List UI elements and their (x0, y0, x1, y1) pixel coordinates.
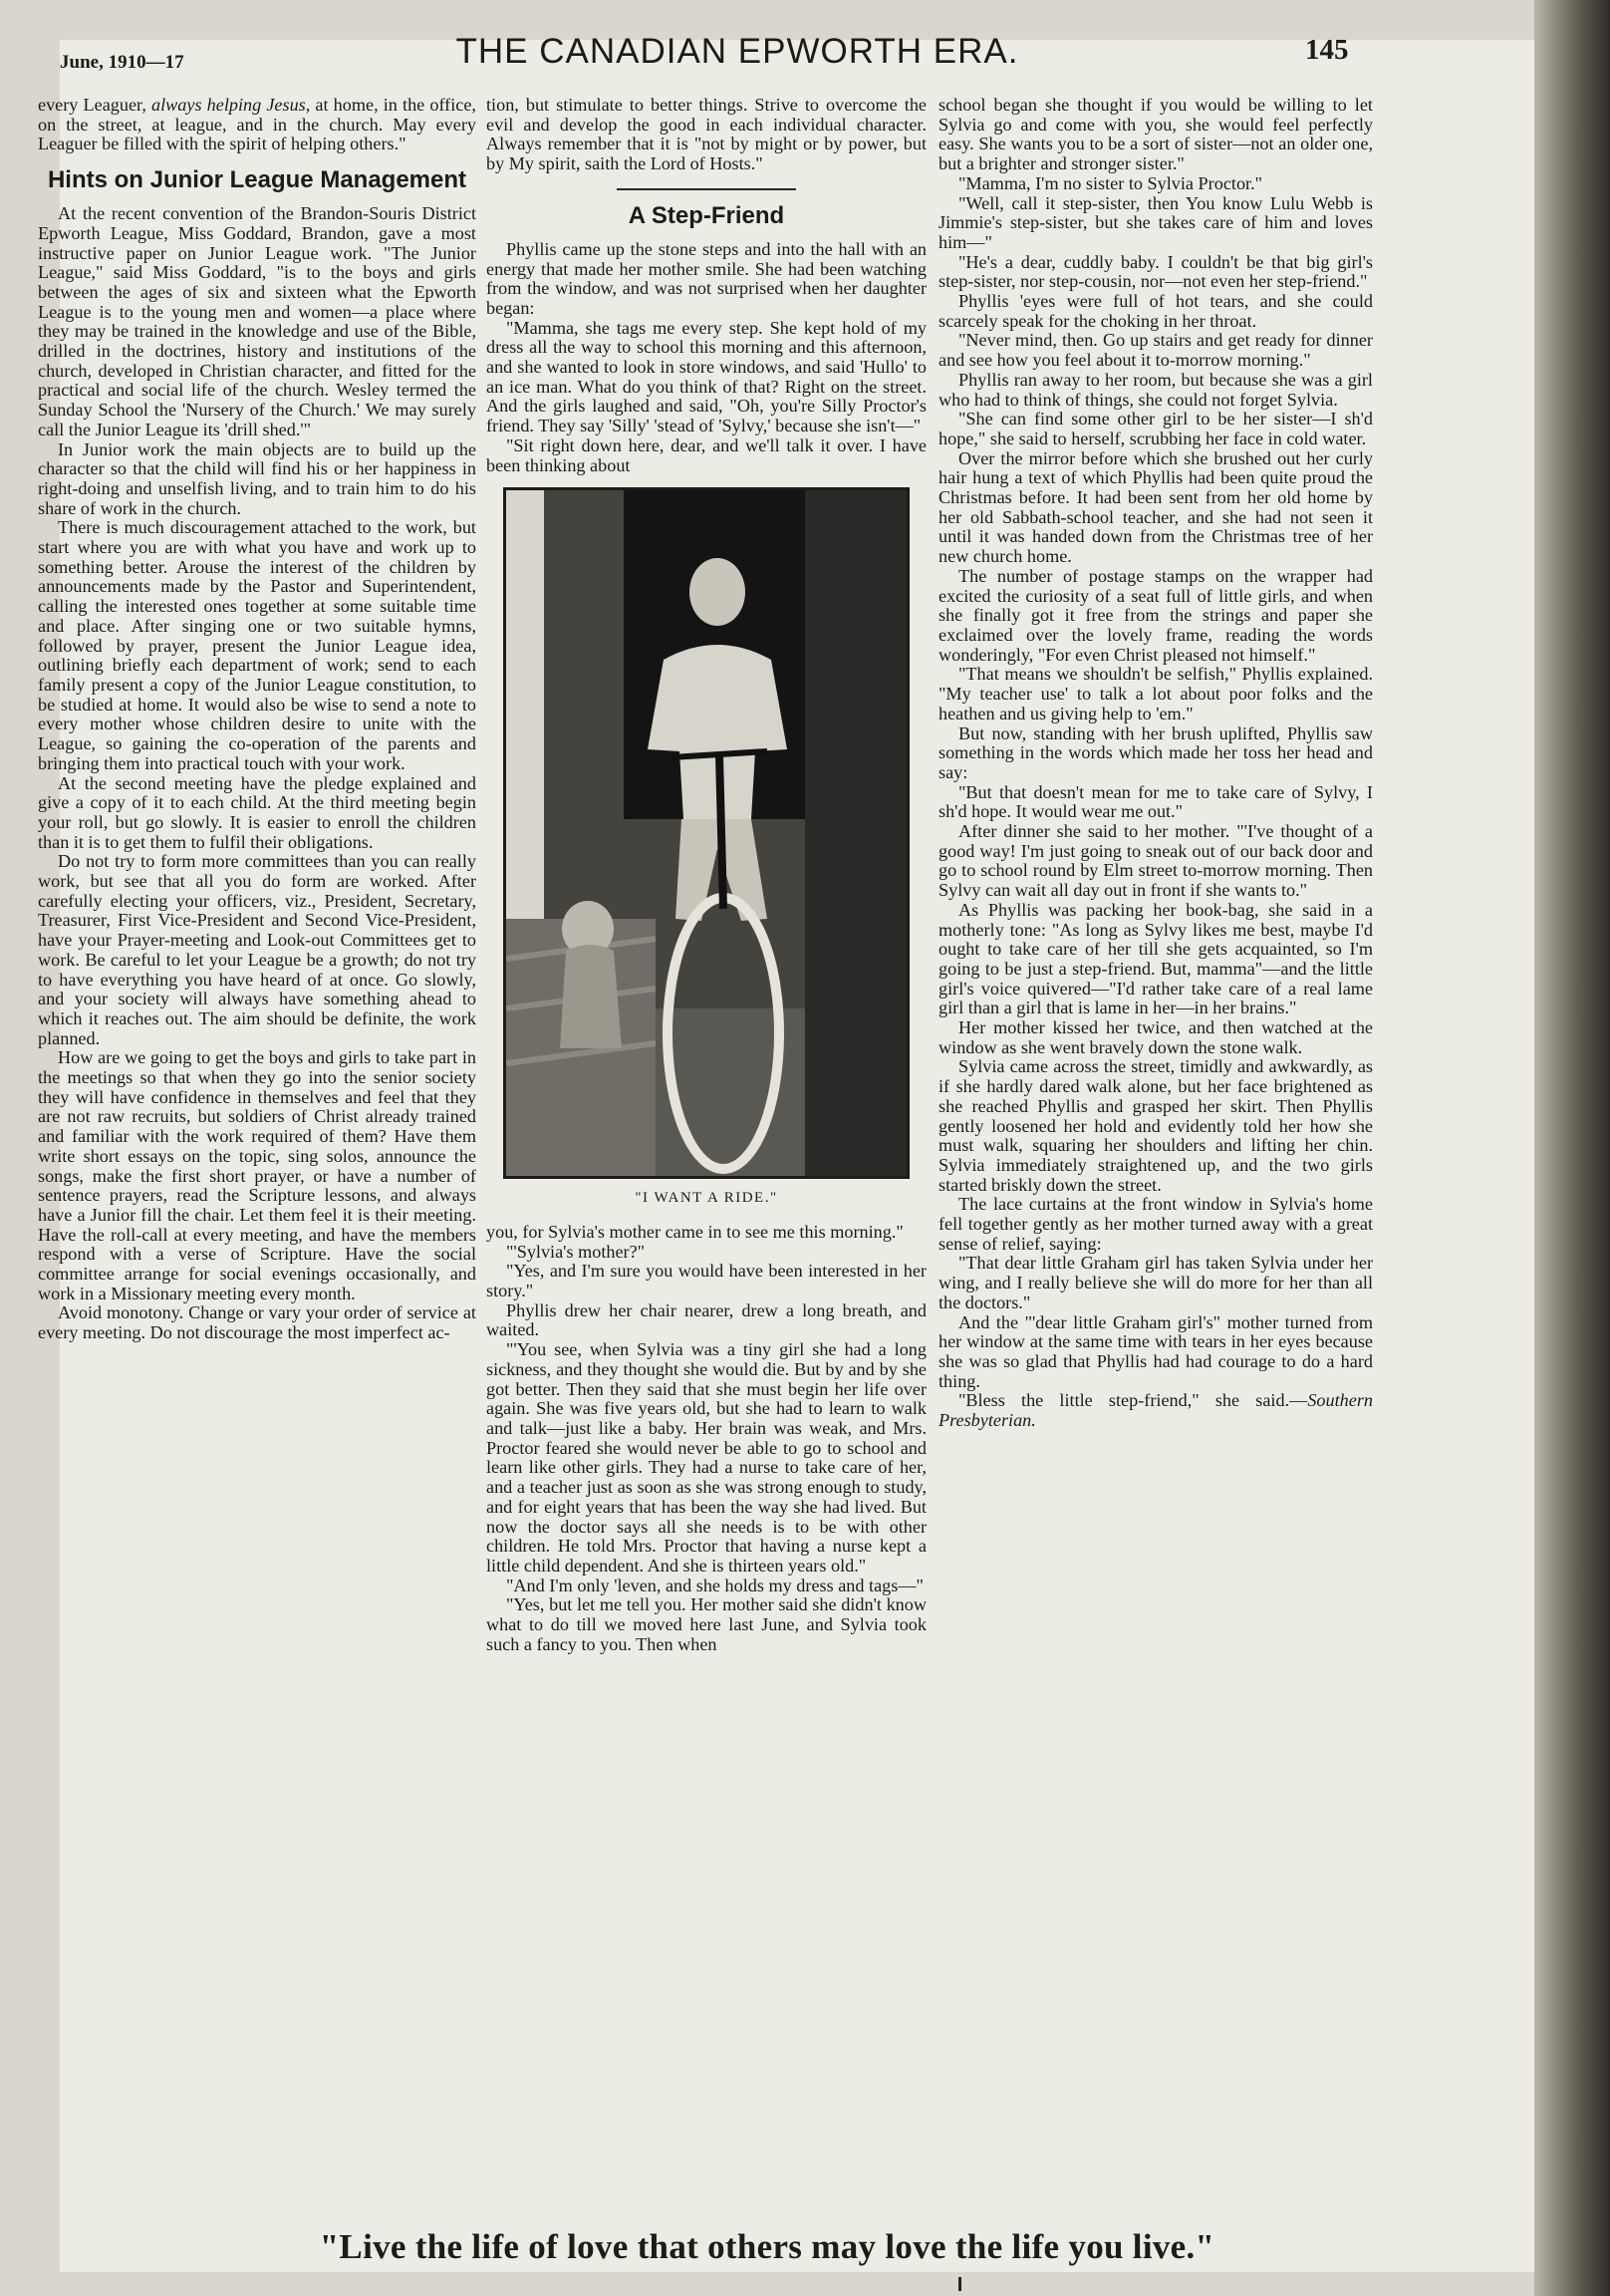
paragraph: "Well, call it step-sister, then You know Lulu Webb is Jimmie's step-sister, but she takes care of him and loves him—" (939, 192, 1373, 252)
paragraph: "'You see, when Sylvia was a tiny girl she had a long sickness, and they thought she would die. But by and by she got better. Then they said that she must begin her life over again. She was five years old, but she had to learn to walk and talk—just like a baby. Her brain was weak, and Mrs. Proctor feared she would never be able to go to school and learn like other girls. They had a nurse to take care of her, and a teacher just as soon as she was strong enough to study, and for eight years that has been the way she had lived. But now the doctor says all she needs is to be with other children. He told Mrs. Proctor that having a nurse kept a little child dependent. And she is thirteen years old." (486, 1339, 927, 1576)
paragraph: But now, standing with her brush uplifted, Phyllis saw something in the words which made her toss her head and say: (939, 722, 1373, 782)
paragraph: "Yes, and I'm sure you would have been interested in her story." (486, 1261, 927, 1301)
print-mark (958, 2277, 961, 2291)
paragraph: "Mamma, she tags me every step. She kept hold of my dress all the way to school this morning and this afternoon, and she wanted to look in store windows, and said 'Hullo' to an ice man. What do you think of that? Right on the street. And the girls laughed and said, "Oh, you're Silly Proctor's friend. They say 'Silly' 'stead of 'Sylvy,' because she isn't—" (486, 317, 927, 436)
paragraph: "Yes, but let me tell you. Her mother said she didn't know what to do till we moved here last June, and Sylvia took such a fancy to you. Then when (486, 1594, 927, 1654)
paragraph: "'Sylvia's mother?" (506, 1241, 646, 1262)
photo-caption: "I WANT A RIDE." (635, 1190, 778, 1207)
paragraph: The lace curtains at the front window in Sylvia's home fell together gently as her mother turned away with a great sense of relief, saying: (939, 1194, 1373, 1254)
paragraph: "And I'm only 'leven, and she holds my dress and tags—" (506, 1575, 924, 1595)
paragraph: "That dear little Graham girl has taken Sylvia under her wing, and I really believe she will do more for her than all the doctors." (939, 1253, 1373, 1312)
photo-boy-with-bicycle (503, 487, 910, 1179)
paragraph: Do not try to form more committees than you can really work, but see that all you do form are worked. After carefully electing your officers, viz., President, Secretary, Treasurer, First Vice-President and Second Vice-President, have your Prayer-meeting and Look-out Committees get to work. Be careful to let your League be a growth; do not try to have everything you have heard of at once. Go slowly, and your society will always have something ahead to which it reaches out. The aim should be definite, the work planned. (38, 851, 476, 1048)
column-1 (38, 96, 476, 1343)
continued-paragraph: school began she thought if you would be willing to let Sylvia go and come with you, she would feel perfectly easy. She wants you to be a sort of sister—not an older one, but a brighter and stronger sister." (939, 95, 1373, 174)
paragraph: "He's a dear, cuddly baby. I couldn't be that big girl's step-sister, nor step-cousin, nor—not even her step-friend." (939, 251, 1373, 292)
paragraph: The number of postage stamps on the wrapper had excited the curiosity of a seat full of little girls, and when she finally got it free from the strings and paper she exclaimed over the lovely frame, reading the words wonderingly, "For even Christ pleased not himself." (939, 565, 1373, 665)
paragraph: As Phyllis was packing her book-bag, she said in a motherly tone: "As long as Sylvy likes me best, maybe I'd ought to take care of her till she gets acquainted, so I'm going to be just a step-friend. But, mamma"—and the little girl's voice quivered—"I'd rather take care of a real lame girl than a girl that is lame in her—in her brains." (939, 899, 1373, 1018)
paragraph: At the second meeting have the pledge explained and give a copy of it to each child. At the third meeting begin your roll, but go slowly. It is easier to enroll the children than it is to get them to fulfil their obligations. (38, 772, 476, 852)
continued-paragraph: every Leaguer, always helping Jesus, at home, in the office, on the street, at league, and in the church. May every Leaguer be filled with the spirit of helping others." (38, 95, 476, 154)
issue-date: June, 1910—17 (60, 52, 184, 73)
article-heading-junior-league: Hints on Junior League Management (47, 166, 467, 194)
paragraph: "Mamma, I'm no sister to Sylvia Proctor." (958, 172, 1263, 193)
paragraph: Her mother kissed her twice, and then watched at the window as she went bravely down the stone walk. (939, 1017, 1373, 1057)
continued-paragraph: tion, but stimulate to better things. Strive to overcome the evil and develop the good in each individual character. Always remember that it is "not by might or by power, but by My spirit, saith the Lord of Hosts." (486, 95, 927, 174)
paragraph: At the recent convention of the Brandon-Souris District Epworth League, Miss Goddard, Brandon, gave a most instructive paper on Junior League work. "The Junior League," said Miss Goddard, "is to the boys and girls between the ages of six and sixteen what the Epworth League is to the young men and women—a place where they may be trained in the knowledge and use of the Bible, drilled in the doctrines, history and institutions of the church, developed in Christian character, and fitted for the practical and social life of the church. Wesley termed the Sunday School the 'Nursery of the Church.' We may surely call the Junior League its 'drill shed.'" (38, 203, 476, 439)
paragraph: Avoid monotony. Change or vary your order of service at every meeting. Do not discourage the most imperfect ac- (38, 1302, 476, 1343)
column-2 (486, 96, 927, 1654)
column-3 (939, 96, 1373, 1431)
paragraph: you, for Sylvia's mother came in to see me this morning." (486, 1221, 904, 1242)
paragraph: Sylvia came across the street, timidly and awkwardly, as if she hardly dared walk alone, but her face brightened as she reached Phyllis and grasped her skirt. Then Phyllis gently loosened her hold and evidently told her how she must walk, squaring her shoulders and lifting her chin. Sylvia immediately straightened up, and the two girls started briskly down the street. (939, 1056, 1373, 1195)
publication-title: THE CANADIAN EPWORTH ERA. (455, 32, 1019, 71)
paragraph: How are we going to get the boys and girls to take part in the meetings so that when they go into the senior society they will have confidence in themselves and feel that they are not raw recruits, but soldiers of Christ already trained and familiar with the work required of them? Have them write short essays on the topic, sing solos, announce the songs, make the first short prayer, or have a number of sentence prayers, read the Scripture lessons, and always have a Junior fill the chair. Let them feel it is their meeting. Have the roll-call at every meeting, and have the members respond with a verse of Scripture. Have the social committee arrange for social evenings occasionally, and work in a Missionary meeting every month. (38, 1047, 476, 1303)
paragraph: Phyllis ran away to her room, but because she was a girl who had to think of things, she could not forget Sylvia. (939, 369, 1373, 410)
paragraph: Over the mirror before which she brushed out her curly hair hung a text of which Phyllis had been quite proud the Christmas before. It had been sent from her old home by her old Sabbath-school teacher, and she had not seen it until it was handed down from the Christmas tree of her new church home. (939, 447, 1373, 567)
section-divider (617, 188, 796, 190)
paragraph: After dinner she said to her mother. "'I've thought of a good way! I'm just going to sneak out of our back door and go to school round by Elm street to-morrow morning. Then Sylvy can wait all day out in front if she wants to." (939, 821, 1373, 901)
source-attribution: Southern Presbyterian. (939, 1390, 1373, 1431)
paragraph: Phyllis came up the stone steps and into the hall with an energy that made her mother smile. She had been watching from the window, and was not surprised when her daughter began: (486, 238, 927, 318)
paragraph: "She can find some other girl to be her sister—I sh'd hope," she said to herself, scrubbing her face in cold water. (939, 409, 1373, 448)
paragraph: Phyllis drew her chair nearer, drew a long breath, and waited. (486, 1299, 927, 1340)
closing-paragraph: "Bless the little step-friend," she said.—Southern Presbyterian. (939, 1390, 1373, 1431)
paragraph: Phyllis 'eyes were full of hot tears, and she could scarcely speak for the choking in her throat. (939, 291, 1373, 331)
page-number: 145 (1305, 34, 1349, 66)
book-gutter (1534, 0, 1610, 2296)
article-heading-step-friend: A Step-Friend (628, 201, 785, 229)
paragraph: In Junior work the main objects are to build up the character so that the child will find his or her happiness in right-doing and unselfish living, and to train him to do his share of work in the church. (38, 438, 476, 518)
paragraph: "Never mind, then. Go up stairs and get ready for dinner and see how you feel about it to-morrow morning." (939, 330, 1373, 371)
photo-figure (486, 487, 927, 1209)
paragraph: There is much discouragement attached to the work, but start where you are with what you have and work up to something better. Arouse the interest of the children by announcements made by the Pastor and Superintendent, calling the interested ones together at some suitable time and place. After singing one or two suitable hymns, followed by prayer, present the Junior League idea, outlining briefly each department of work; send to each family present a copy of the Junior League constitution, to be studied at home. It would also be wise to send a note to every mother whose children desire to unite with the League, so gaining the co-operation of the parents and bringing them into practical touch with your work. (38, 517, 476, 773)
paragraph: "Sit right down here, dear, and we'll talk it over. I have been thinking about (486, 434, 927, 475)
photo-illustration (506, 490, 907, 1176)
paragraph: "But that doesn't mean for me to take care of Sylvy, I sh'd hope. It would wear me out." (939, 781, 1373, 822)
footer-motto: "Live the life of love that others may love the life you live." (319, 2227, 1215, 2266)
paragraph: "That means we shouldn't be selfish," Phyllis explained. "My teacher use' to talk a lot about poor folks and the heathen and us giving help to 'em." (939, 664, 1373, 723)
paragraph: And the "'dear little Graham girl's" mother turned from her window at the same time with tears in her eyes because she was so glad that Phyllis had had courage to do a hard thing. (939, 1311, 1373, 1391)
